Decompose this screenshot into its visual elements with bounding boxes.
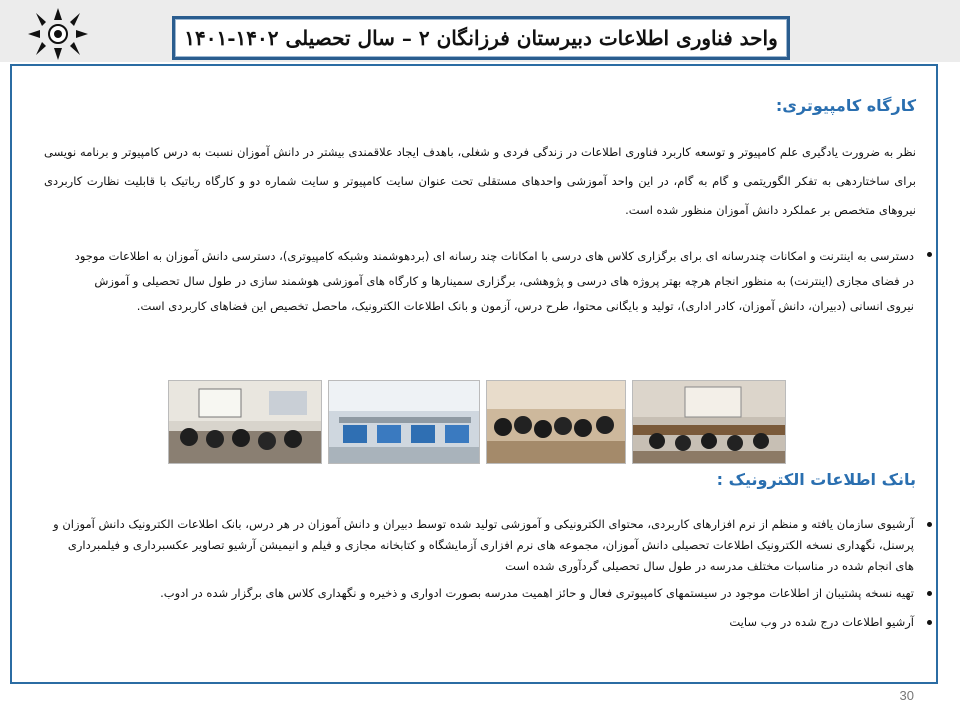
list-item [52,514,936,577]
section-paragraph-computer-lab: نظر به ضرورت یادگیری علم کامپیوتر و توسعه کاربرد فناوری اطلاعات در زندگی فردی و شغلی، باهدف ایجاد علاقمندی بیشتر در دانش آموزان نسبت به درس کامپیوتر و برنامه نویسی برای ساختاردهی به تفکر الگوریتمی و گام به گام، در این واحد آموزشی واحدهای مستقلی تحت عنوان سایت کامپیوتر و سایت شماره دو و کارگاه رباتیک با قابلیت نظارت کاربردی نیروهای متخصص بر عملکرد دانش آموزان منظور شده است. [44,145,916,217]
list-item-text: تهیه نسخه پشتیبان از اطلاعات موجود در سیستمهای کامپیوتری فعال و حائز اهمیت مدرسه بصورت ادواری و ذخیره و نگهداری کلاس های برگزار شده در ادوب. [160,586,914,600]
section-heading-electronic-bank: بانک اطلاعات الکترونیک : [716,470,916,489]
list-item-text: آرشیو اطلاعات درج شده در وب سایت [729,615,914,629]
lab-photo-3 [486,380,626,464]
header-title-box [172,16,790,60]
list-item [52,583,936,604]
list-item-text: دسترسی به اینترنت و امکانات چندرسانه ای برای برگزاری کلاس های درسی با امکانات چند رسانه ای (بردهوشمند وشبکه کامپیوتری)، دسترسی دانش آموزان به اطلاعات موجود در فضای مجازی (اینترنت) به منظور انجام هرچه بهتر پروژه های درسی و پژوهشی، برگزاری سمینارها و کارگاه های آموزشی هوشمند سازی در طول سال تحصیلی و آموزش نیروی انسانی (دبیران، دانش آموزان، کادر اداری)، تولید و بایگانی محتوا، طرح درس، آزمون و بانک اطلاعات الکترونیک، ماحصل تخصیص این فضاهای کاربردی است. [74,249,914,313]
bullet-icon [927,591,932,596]
page-title: واحد فناوری اطلاعات دبیرستان فرزانگان ۲ – سال تحصیلی ۱۴۰۲-۱۴۰۱ [184,26,778,50]
iran-emblem-icon [28,8,88,60]
list-item [52,612,936,633]
list-item-text: آرشیوی سازمان یافته و منظم از نرم افزارهای کاربردی، محتوای الکترونیکی و آموزشی تولید شده توسط دبیران و دانش آموزان در هر درس، بانک اطلاعات الکترونیک دانش آموزان و پرسنل، نگهداری نسخه الکترونیک اطلاعات تحصیلی دانش آموزان، مجموعه های نرم افزاری آزمایشگاه و کتابخانه مجازی و فیلم و انیمیشن آرشیو تصاویر عکسبرداری و فیلمبرداری های انجام شده در مناسبات مختلف مدرسه در طول سال تحصیلی گردآوری شده است [53,517,914,573]
section-heading-computer-lab: کارگاه کامپیوتری: [775,96,916,115]
lab-photo-4 [632,380,786,464]
lab-photo-1 [168,380,322,464]
list-item [64,244,936,319]
lab-photo-2 [328,380,480,464]
bullet-icon [927,252,932,257]
bullet-icon [927,522,932,527]
bullet-icon [927,620,932,625]
section1-bullet-list [64,244,936,319]
section2-bullet-list [52,514,936,633]
page-number: 30 [899,688,914,703]
